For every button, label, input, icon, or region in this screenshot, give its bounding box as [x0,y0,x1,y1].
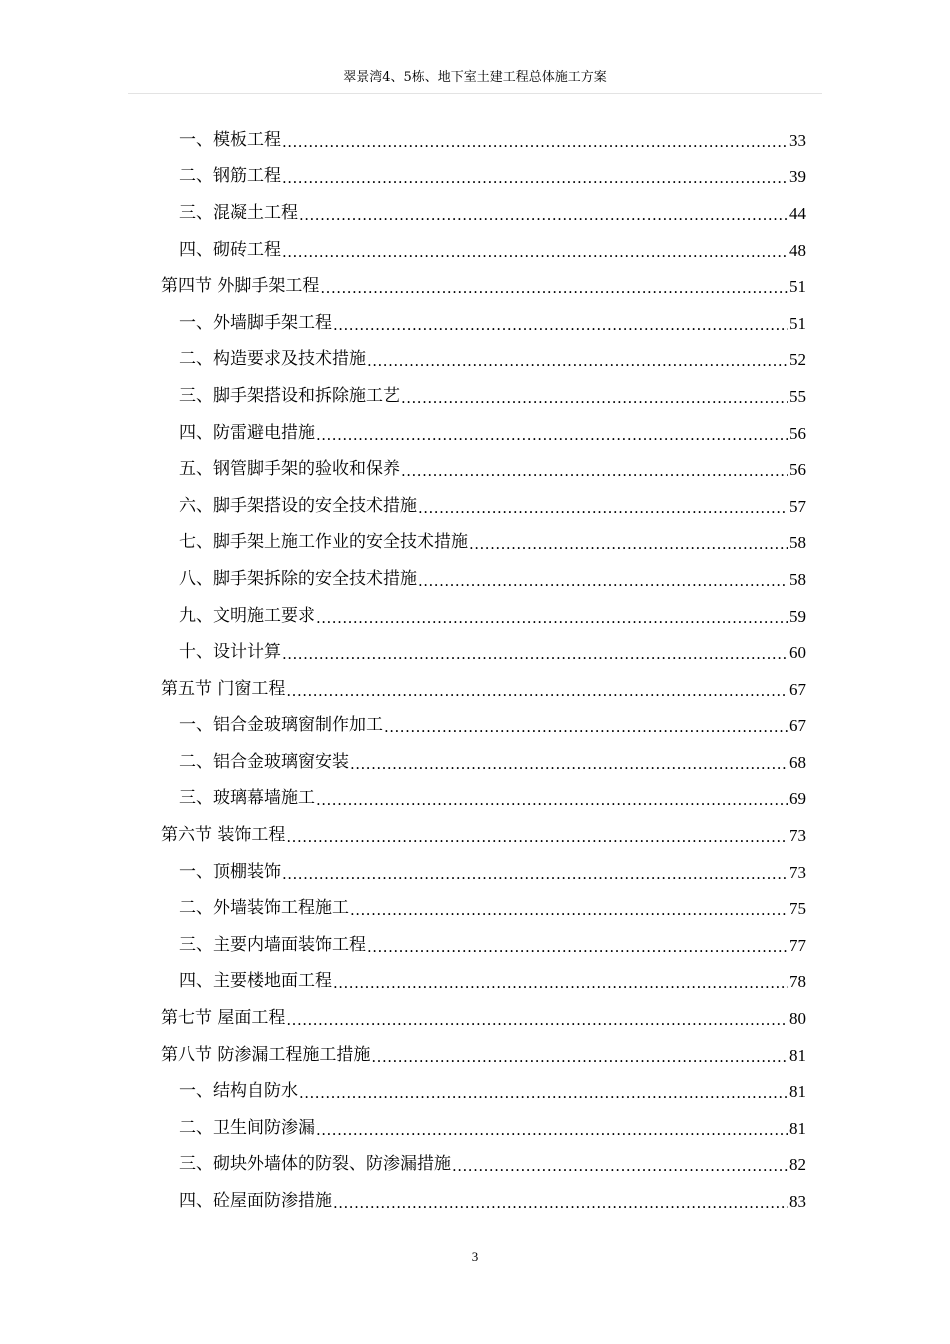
toc-dot-leader [418,501,788,516]
toc-entry-page: 58 [789,533,806,553]
toc-dot-leader [282,867,788,882]
toc-entry-title: 第五节 门窗工程 [161,678,286,699]
toc-subsection-entry[interactable] [161,1147,806,1184]
toc-subsection-entry[interactable] [161,451,806,488]
toc-dot-leader [316,793,788,808]
toc-subsection-entry[interactable] [161,1183,806,1220]
toc-subsection-entry[interactable] [161,854,806,891]
toc-entry-page: 58 [789,569,806,589]
toc-entry-title: 一、顶棚装饰 [179,861,281,882]
toc-dot-leader [350,757,788,772]
toc-entry-page: 56 [789,423,806,443]
toc-entry-title: 四、主要楼地面工程 [179,971,332,992]
toc-entry-page: 82 [789,1155,806,1175]
toc-subsection-entry[interactable] [161,890,806,927]
toc-entry-title: 三、玻璃幕墙施工 [179,788,315,809]
toc-dot-leader [333,318,788,333]
toc-entry-title: 四、防雷避电措施 [179,422,315,443]
toc-entry-title: 五、钢管脚手架的验收和保养 [179,459,400,480]
toc-dot-leader [282,135,788,150]
toc-subsection-entry[interactable] [161,1110,806,1147]
table-of-contents [161,122,806,1220]
toc-dot-leader [350,903,788,918]
toc-subsection-entry[interactable] [161,927,806,964]
toc-dot-leader [384,720,788,735]
toc-entry-page: 55 [789,386,806,406]
toc-subsection-entry[interactable] [161,415,806,452]
toc-subsection-entry[interactable] [161,598,806,635]
toc-dot-leader [282,647,788,662]
toc-entry-title: 六、脚手架搭设的安全技术措施 [179,495,417,516]
toc-dot-leader [418,574,788,589]
page-number: 3 [471,1249,479,1264]
toc-entry-page: 51 [789,277,806,297]
toc-entry-title: 第八节 防渗漏工程施工措施 [161,1044,371,1065]
toc-entry-page: 57 [789,496,806,516]
toc-dot-leader [299,1086,788,1101]
toc-entry-title: 第七节 屋面工程 [161,1008,286,1029]
toc-section-entry[interactable] [161,671,806,708]
toc-entry-title: 二、卫生间防渗漏 [179,1117,315,1138]
toc-entry-title: 三、主要内墙面装饰工程 [179,934,366,955]
toc-subsection-entry[interactable] [161,488,806,525]
toc-subsection-entry[interactable] [161,525,806,562]
toc-entry-page: 75 [789,899,806,919]
toc-entry-page: 73 [789,826,806,846]
toc-entry-title: 七、脚手架上施工作业的安全技术措施 [179,532,468,553]
toc-subsection-entry[interactable] [161,122,806,159]
toc-section-entry[interactable] [161,268,806,305]
toc-entry-title: 三、混凝土工程 [179,202,298,223]
toc-dot-leader [333,976,788,991]
toc-entry-title: 二、铝合金玻璃窗安装 [179,751,349,772]
toc-subsection-entry[interactable] [161,232,806,269]
toc-subsection-entry[interactable] [161,634,806,671]
toc-entry-page: 59 [789,606,806,626]
toc-entry-title: 一、结构自防水 [179,1081,298,1102]
toc-subsection-entry[interactable] [161,378,806,415]
toc-entry-title: 二、钢筋工程 [179,166,281,187]
toc-entry-page: 81 [789,1118,806,1138]
toc-entry-title: 二、构造要求及技术措施 [179,349,366,370]
toc-dot-leader [367,354,788,369]
toc-dot-leader [333,1196,788,1211]
toc-subsection-entry[interactable] [161,781,806,818]
toc-subsection-entry[interactable] [161,342,806,379]
toc-section-entry[interactable] [161,1000,806,1037]
toc-entry-title: 一、外墙脚手架工程 [179,312,332,333]
toc-entry-page: 67 [789,679,806,699]
toc-entry-page: 77 [789,935,806,955]
toc-dot-leader [401,391,788,406]
toc-dot-leader [320,281,788,296]
toc-dot-leader [401,464,788,479]
toc-subsection-entry[interactable] [161,964,806,1001]
toc-entry-page: 80 [789,1009,806,1029]
toc-entry-title: 二、外墙装饰工程施工 [179,898,349,919]
toc-dot-leader [316,611,788,626]
toc-dot-leader [367,940,788,955]
toc-dot-leader [371,1050,788,1065]
toc-dot-leader [286,830,788,845]
toc-entry-page: 78 [789,972,806,992]
toc-dot-leader [286,684,788,699]
toc-subsection-entry[interactable] [161,561,806,598]
toc-entry-page: 33 [789,130,806,150]
toc-entry-page: 52 [789,350,806,370]
toc-entry-page: 56 [789,460,806,480]
toc-subsection-entry[interactable] [161,744,806,781]
toc-entry-page: 69 [789,789,806,809]
toc-subsection-entry[interactable] [161,195,806,232]
toc-entry-title: 一、模板工程 [179,129,281,150]
toc-dot-leader [299,208,788,223]
toc-dot-leader [452,1159,788,1174]
toc-entry-title: 三、脚手架搭设和拆除施工艺 [179,385,400,406]
toc-section-entry[interactable] [161,1037,806,1074]
toc-entry-page: 44 [789,203,806,223]
toc-dot-leader [282,171,788,186]
toc-entry-page: 51 [789,313,806,333]
toc-dot-leader [286,1013,788,1028]
toc-entry-title: 一、铝合金玻璃窗制作加工 [179,715,383,736]
toc-subsection-entry[interactable] [161,1073,806,1110]
toc-entry-title: 第六节 装饰工程 [161,825,286,846]
toc-entry-page: 83 [789,1192,806,1212]
toc-section-entry[interactable] [161,817,806,854]
toc-entry-title: 四、砌砖工程 [179,239,281,260]
toc-subsection-entry[interactable] [161,305,806,342]
toc-entry-page: 81 [789,1045,806,1065]
toc-dot-leader [469,537,788,552]
toc-entry-title: 八、脚手架拆除的安全技术措施 [179,568,417,589]
toc-entry-title: 第四节 外脚手架工程 [161,276,320,297]
page-header: 翠景湾4、5栋、地下室土建工程总体施工方案 [128,66,822,94]
toc-entry-page: 81 [789,1082,806,1102]
toc-entry-title: 三、砌块外墙体的防裂、防渗漏措施 [179,1154,451,1175]
toc-entry-title: 四、砼屋面防渗措施 [179,1191,332,1212]
toc-entry-page: 60 [789,643,806,663]
toc-entry-title: 十、设计计算 [179,642,281,663]
toc-entry-page: 39 [789,167,806,187]
toc-entry-title: 九、文明施工要求 [179,605,315,626]
toc-entry-page: 67 [789,716,806,736]
toc-entry-page: 48 [789,240,806,260]
toc-dot-leader [316,1123,788,1138]
toc-subsection-entry[interactable] [161,159,806,196]
toc-entry-page: 68 [789,752,806,772]
toc-dot-leader [316,428,788,443]
toc-dot-leader [282,245,788,260]
toc-subsection-entry[interactable] [161,708,806,745]
toc-entry-page: 73 [789,862,806,882]
